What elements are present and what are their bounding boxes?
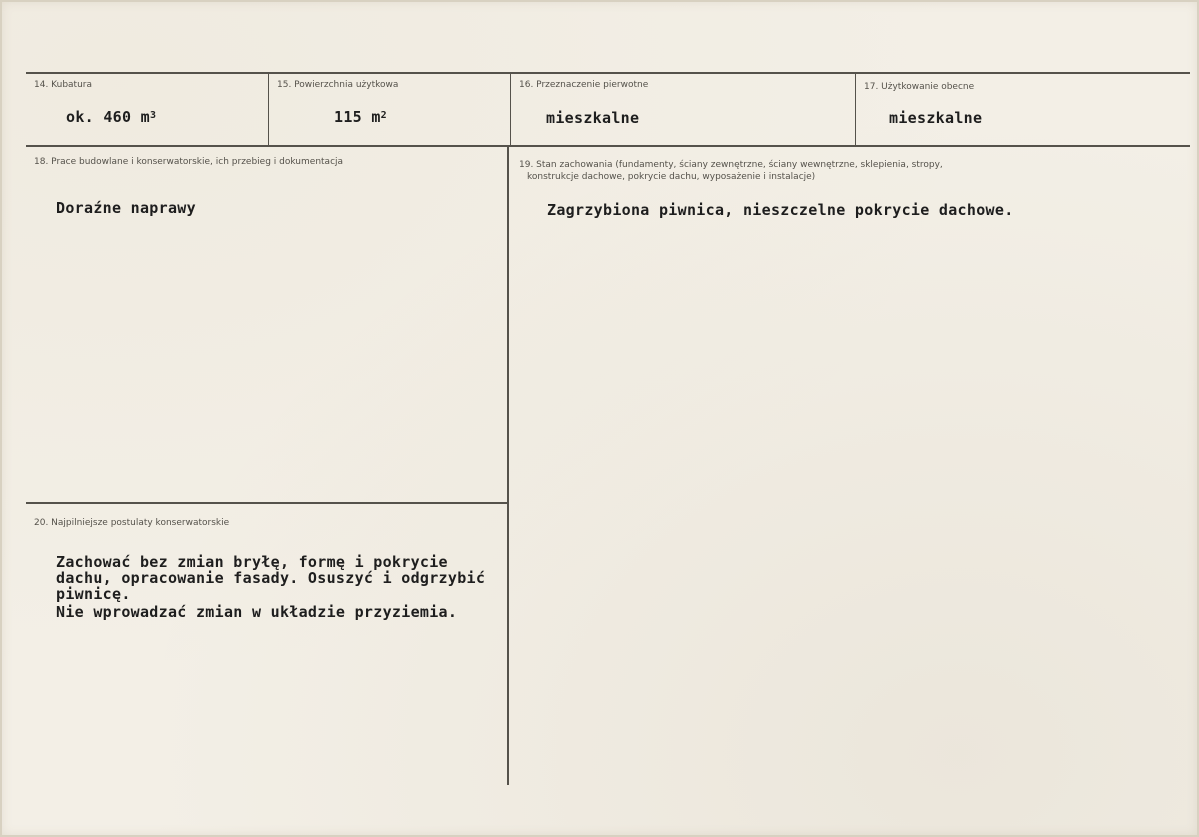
field-17-label: 17. Użytkowanie obecne: [864, 82, 975, 92]
field-15-superscript: 2: [380, 110, 387, 121]
field-20-line-3: piwnicę.: [56, 585, 131, 603]
vertical-divider-main: [507, 147, 509, 785]
column-divider-1: [268, 74, 269, 145]
field-20-line-2: dachu, opracowanie fasady. Osuszyć i odgrzybić: [56, 569, 486, 587]
field-14-superscript: 3: [149, 110, 157, 121]
field-14-text: ok. 460 m: [66, 108, 150, 126]
field-15-text: 115 m: [334, 108, 381, 126]
field-18-value: Doraźne naprawy: [56, 199, 196, 217]
field-16-label: 16. Przeznaczenie pierwotne: [519, 80, 649, 90]
section-divider-20: [26, 502, 507, 504]
column-divider-3: [855, 74, 856, 145]
field-18-label: 18. Prace budowlane i konserwatorskie, ich przebieg i dokumentacja: [34, 157, 344, 167]
field-16-value: mieszkalne: [546, 109, 640, 127]
field-14-label: 14. Kubatura: [34, 80, 93, 90]
field-19-value: Zagrzybiona piwnica, nieszczelne pokrycie dachowe.: [547, 201, 1014, 219]
field-19-label-line1: 19. Stan zachowania (fundamenty, ściany zewnętrzne, ściany wewnętrzne, sklepienia, stropy,: [519, 160, 943, 170]
field-20-line-1: Zachować bez zmian bryłę, formę i pokrycie: [56, 553, 448, 571]
field-19-label-line2: konstrukcje dachowe, pokrycie dachu, wyposażenie i instalacje): [527, 172, 816, 182]
field-20-label: 20. Najpilniejsze postulaty konserwatorskie: [34, 518, 230, 528]
field-17-value: mieszkalne: [889, 109, 983, 127]
field-14-value: [66, 109, 156, 128]
row-divider: [26, 145, 1190, 147]
column-divider-2: [510, 74, 511, 145]
field-15-value: [334, 109, 387, 128]
field-15-label: 15. Powierzchnia użytkowa: [277, 80, 399, 90]
top-rule: [26, 72, 1190, 74]
field-20-line-4: Nie wprowadzać zmian w układzie przyziemia.: [56, 603, 458, 621]
